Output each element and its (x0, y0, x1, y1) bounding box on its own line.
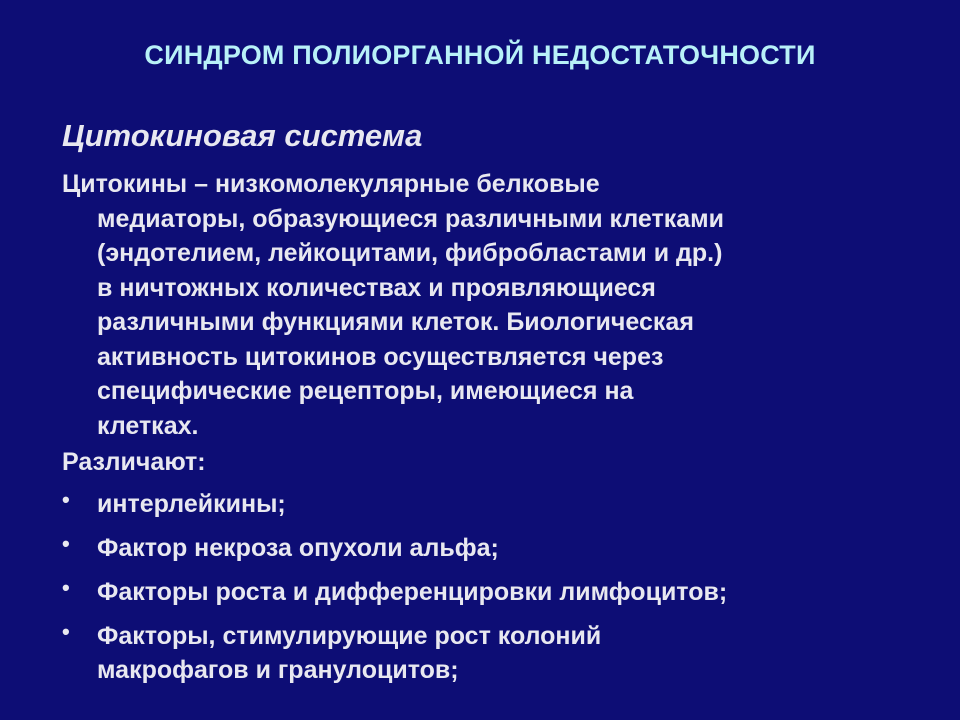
bullet-text: Факторы роста и дифференцировки лимфоцитов; (97, 578, 728, 606)
list-item (62, 487, 932, 521)
definition-line: (эндотелием, лейкоцитами, фибробластами и др.) (97, 239, 723, 267)
bullet-text: Фактор некроза опухоли альфа; (97, 534, 499, 562)
slide-subtitle: Цитокиновая система (62, 118, 423, 153)
list-item (62, 531, 932, 565)
list-item (62, 575, 932, 609)
definition-line: клетках. (97, 411, 199, 440)
bullet-text: макрофагов и гранулоцитов; (97, 656, 459, 684)
bullet-text: интерлейкины; (97, 490, 286, 518)
definition-line: в ничтожных количествах и проявляющиеся (97, 273, 656, 302)
definition-paragraph (62, 167, 922, 443)
bullet-icon: • (62, 575, 70, 600)
definition-line: различными функциями клеток. Биологическая (97, 308, 694, 336)
definition-line: специфические рецепторы, имеющиеся на (97, 377, 634, 405)
bullet-text: Факторы, стимулирующие рост колоний (97, 622, 602, 650)
bullet-icon: • (62, 487, 70, 512)
bullet-icon: • (62, 619, 70, 644)
definition-line: Цитокины – низкомолекулярные белковые (62, 170, 600, 198)
list-item (62, 619, 932, 687)
distinguish-label: Различают: (62, 448, 206, 476)
bullet-icon: • (62, 531, 70, 556)
bullet-list (62, 487, 932, 697)
definition-line: активность цитокинов осуществляется через (97, 342, 664, 371)
definition-line: медиаторы, образующиеся различными клетками (97, 204, 725, 233)
slide-title: СИНДРОМ ПОЛИОРГАННОЙ НЕДОСТАТОЧНОСТИ (144, 40, 816, 70)
